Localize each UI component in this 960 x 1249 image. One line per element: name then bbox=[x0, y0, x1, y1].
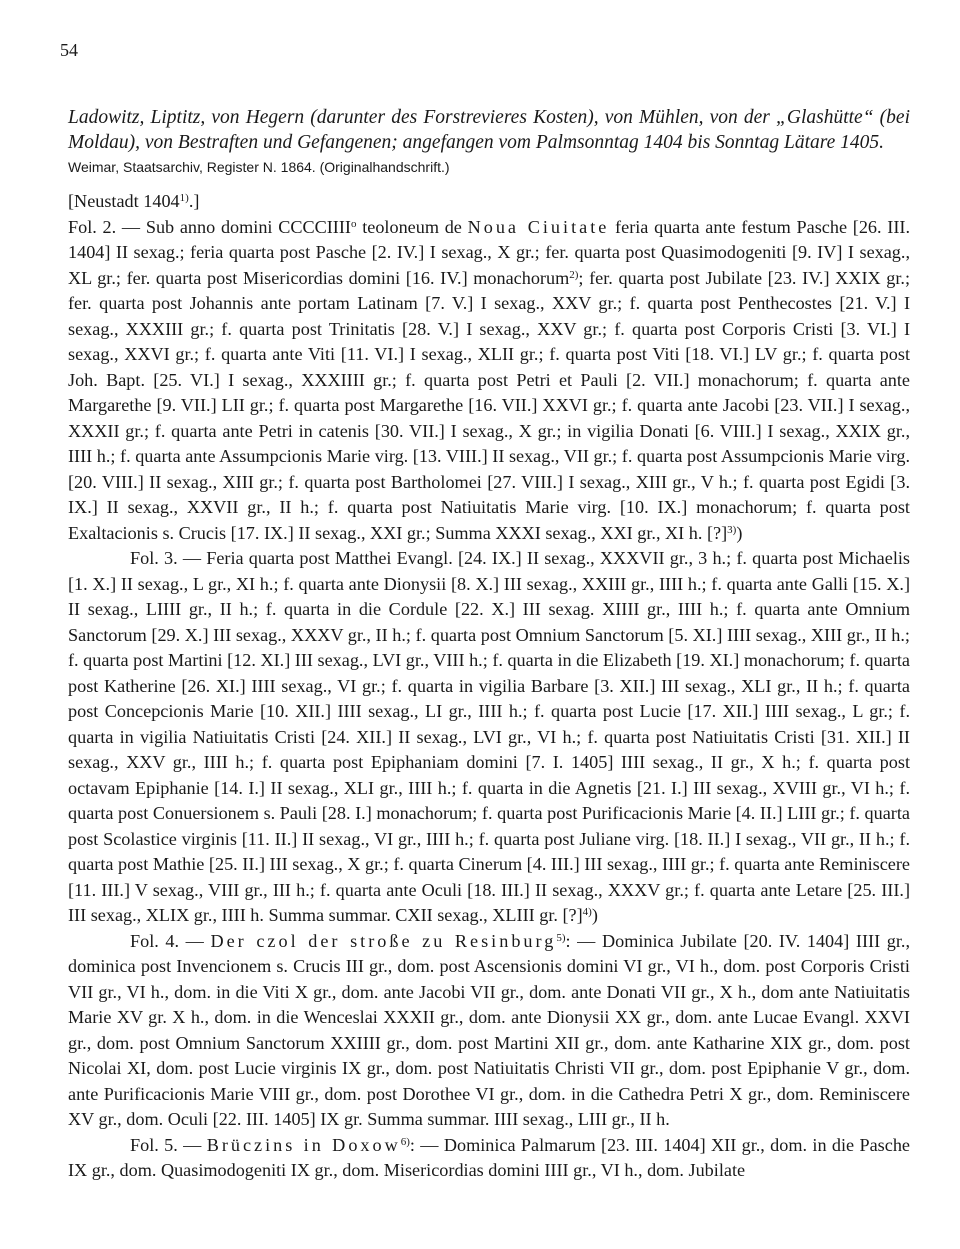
footnote-ref-4: 4) bbox=[582, 906, 592, 918]
footnote-ref-2: 2) bbox=[569, 268, 579, 281]
fol-4-label: Fol. 4. — bbox=[130, 930, 211, 951]
fol-5-paragraph bbox=[68, 1133, 910, 1184]
neustadt-label: [Neustadt 1404 bbox=[68, 191, 180, 211]
fol-3-text: [24. IX.] II sexag., XXXVII gr., 3 h.; f. quarta post Michaelis [1. X.] II sexag., L gr., XI h.; f. quarta ante Dionysii [8. X.] III sexag., XXIII gr., IIII h.; f. quarta ante Galli [15. X.] II sexag., LIIII gr., II h.; f. quarta in die Cordule [22. X.] III sexag. XIIII gr., IIII h.; f. quarta ante Omnium Sanctorum [29. X.] III sexag., XXXV gr., II h.; f. quarta post Omnium Sanctorum [5. XI.] IIII sexag., XIII gr., II h.; f. quarta post Martini [12. XI.] III sexag., LVI gr., VIII h.; f. quarta in die Elizabeth [19. XI.] monachorum; f. quarta post Katherine [26. XI.] IIII sexag., VI gr.; f. quarta in vigilia Barbare [3. XII.] III sexag., XLI gr., II h.; f. quarta post Concepcionis Marie [10. XII.] IIII sexag., LI gr., IIII h.; f. quarta post Lucie [17. XII.] IIII sexag., L gr.; f. quarta in vigilia Natiuitatis Cristi [24. XII.] II sexag., LVI gr., VI h.; f. quarta post Natiuitatis Cristi [31. XII.] II sexag., XXV gr., IIII h.; f. quarta post Epiphaniam domini [7. I. 1405] IIII sexag., II gr., X h.; f. quarta post octavam Epiphanie [14. I.] II sexag., XLI gr., IIII h.; f. quarta in die Agnetis [21. I.] III sexag., XVIII gr., VI h.; f. quarta post Conuersionem s. Pauli [28. I.] monachorum; f. quarta post Purificacionis Marie [4. II.] LIII gr.; f. quarta post Scolastice virginis [11. II.] II sexag., VI gr., IIII h.; f. quarta post Juliane virg. [18. II.] I sexag., VII gr., II h.; f. quarta post Mathie [25. II.] III sexag., X gr.; f. quarta Cinerum [4. III.] III sexag., IIII gr.; f. quarta ante Reminiscere [11. III.] V sexag., VIII gr., III h.; f. quarta ante Oculi [18. III.] II sexag., XXXV gr.; f. quarta ante Letare [25. III.] III sexag., XLIX gr., IIII h. Summa summar. CXII sexag., XLIII gr. [?] bbox=[68, 548, 911, 925]
fol-2-text-c: ) bbox=[736, 522, 743, 543]
footnote-ref-6: 6) bbox=[400, 1135, 410, 1148]
document-page bbox=[60, 40, 911, 1184]
fol-2-text-a: feria quarta ante festum Pasche [26. III. 1404] II sexag.; feria quarta post Pasche [2. IV.] I sexag., X gr.; fer. quarta post Quasimodogeniti [9. IV] I sexag., XL gr.; fer. quarta post Misericordias domini [16. IV.] monachorum bbox=[68, 216, 911, 288]
fol-5-label: Fol. 5. — bbox=[130, 1134, 207, 1155]
fol-2-place: Noua Ciuitate bbox=[467, 216, 610, 237]
fol-3-close: ) bbox=[591, 905, 598, 925]
fol-3-paragraph bbox=[68, 546, 910, 929]
superscript-o: o bbox=[350, 217, 357, 230]
document-heading: Ladowitz, Liptitz, von Hegern (darunter des Forstrevieres Kosten), von Mühlen, von der „Glashütte“ (bei Moldau), von Bestraften und Gefangenen; angefangen vom Palmsonntag 1404 bis Sonntag Lätare 1405. bbox=[68, 107, 910, 153]
fol-2-text-b: ; fer. quarta post Jubilate [23. IV.] XXIX gr.; fer. quarta post Johannis ante portam Latinam [7. V.] I sexag., XXV gr.; f. quarta post Penthecostes [21. V.] I sexag., XXXIII gr.; f. quarta post Trinitatis [28. V.] I sexag., XXV gr.; f. quarta post Corporis Cristi [3. VI.] I sexag., XXVI gr.; f. quarta ante Viti [11. VI.] I sexag., XLII gr.; f. quarta post Viti [18. VI.] LV gr.; f. quarta post Joh. Bapt. [25. VI.] I sexag., XXXIIII gr.; f. quarta post Petri et Pauli [2. VII.] monachorum; f. quarta ante Margarethe [9. VII.] LII gr.; f. quarta post Margarethe [16. VII.] XXVI gr.; f. quarta ante Jacobi [23. VII.] I sexag., XXXII gr.; f. quarta ante Petri in catenis [30. VII.] I sexag., X gr.; in vigilia Donati [6. VIII.] I sexag., XXIX gr., IIII h.; f. quarta ante Assumpcionis Marie virg. [13. VIII.] II sexag., VII gr.; f. quarta post Assumpcionis Marie virg. [20. VIII.] II sexag., XIII gr.; f. quarta post Bartholomei [27. VIII.] I sexag., XIII gr., V h.; f. quarta post Egidi [3. IX.] II sexag., XXVII gr., II h.; f. quarta post Natiuitatis Marie virg. [10. IX.] monachorum; f. quarta post Exaltacionis s. Crucis [17. IX.] II sexag., XXI gr.; Summa XXXI sexag., XXI gr., XI h. [?] bbox=[68, 267, 911, 543]
neustadt-close: .] bbox=[188, 191, 200, 211]
fol-2-intro: teoloneum de bbox=[356, 216, 468, 237]
fol-4-title: Der czol der stroße zu Resinburg bbox=[210, 930, 557, 951]
footnote-ref-3: 3) bbox=[727, 523, 737, 536]
fol-2-label: Fol. 2. — Sub anno domini CCCCIIII bbox=[68, 216, 351, 237]
fol-3-label: Fol. 3. — Feria quarta post Matthei Evangl. bbox=[130, 548, 453, 568]
source-citation: Weimar, Staatsarchiv, Register N. 1864. (Originalhandschrift.) bbox=[68, 159, 450, 175]
fol-5-text: : — Dominica Palmarum [23. III. 1404] XII gr., dom. in die Pasche IX gr., dom. Quasimodogeniti IX gr., dom. Misericordias domini IIII gr., VI h., dom. Jubilate bbox=[68, 1134, 910, 1180]
fol-4-paragraph bbox=[68, 929, 910, 1133]
footnote-ref-5: 5) bbox=[556, 931, 566, 944]
fol-5-title: Brüczins in Doxow bbox=[206, 1134, 401, 1155]
page-number: 54 bbox=[60, 40, 78, 60]
fol-2-paragraph bbox=[68, 215, 910, 547]
footnote-ref-1: 1) bbox=[179, 192, 189, 204]
neustadt-line bbox=[68, 189, 910, 215]
fol-4-text: : — Dominica Jubilate [20. IV. 1404] IIII gr., dominica post Invencionem s. Crucis III gr., dom. post Ascensionis domini VI gr., VI h., dom. post Corporis Cristi VII gr., VI h., dom. in die Viti X gr., dom. ante Jacobi VII gr., dom. ante Donati VII gr., X h., dom ante Natiuitatis Marie XV gr. X h., dom. in die Wenceslai XXXII gr., dom. ante Dionysii XX gr., dom. ante Lucae Evangl. XXVI gr., dom. post Omnium Sanctorum XXIIII gr., dom. post Martini XII gr., dom. ante Katharine XIX gr., dom. post Nicolai XI, dom. post Lucie virginis IX gr., dom. post Natiuitatis Christi VII gr., dom. post Epiphanie V gr., dom. ante Purificacionis Marie VIII gr., dom. post Dorothee VI gr., dom. in die Cathedra Petri X gr., dom. Reminiscere XV gr., dom. Oculi [22. III. 1405] IX gr. Summa summar. IIII sexag., LIII gr., II h. bbox=[68, 930, 910, 1129]
